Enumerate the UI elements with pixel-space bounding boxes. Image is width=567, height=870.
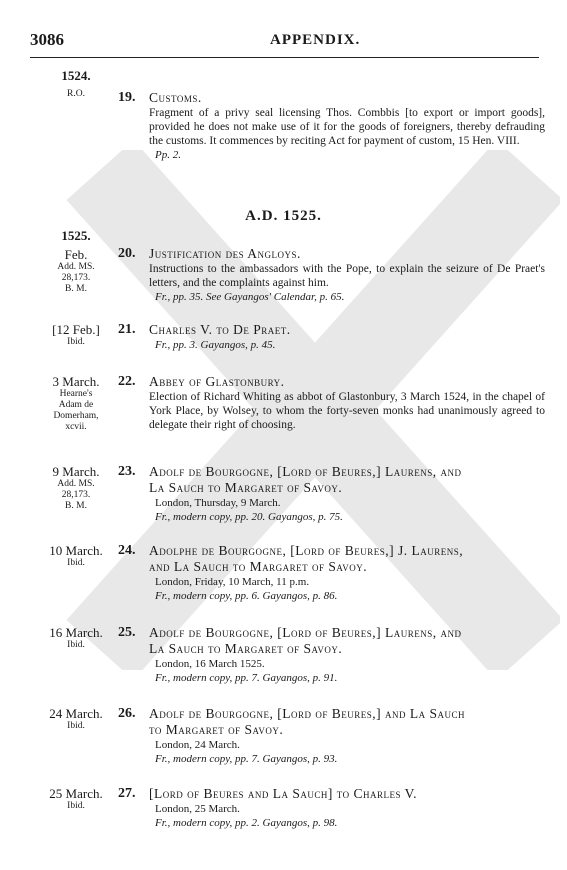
- entry-note: Fr., modern copy, pp. 20. Gayangos, p. 75.: [155, 511, 343, 523]
- entry-ref: B. M.: [65, 284, 87, 294]
- entry-title: to Margaret of Savoy.: [149, 722, 284, 737]
- entry-ref: xcvii.: [65, 422, 87, 432]
- entry-description: Instructions to the ambassadors with the Pope, to explain the seizure of De Praet's letters, and the complaints against him.: [149, 263, 545, 289]
- entry-note: Fr., pp. 35. See Gayangos' Calendar, p. 65.: [155, 291, 345, 303]
- entry-ref: Ibid.: [67, 801, 85, 811]
- entry-place-date: London, 24 March.: [155, 739, 240, 751]
- entry-title: Charles V. to De Praet.: [149, 322, 291, 337]
- entry-ref: Hearne's: [59, 389, 93, 399]
- entry-ref: B. M.: [65, 501, 87, 511]
- entry-title: Adolphe de Bourgogne, [Lord of Beures,] J. Laurens,: [149, 543, 464, 558]
- entry-ref: Ibid.: [67, 640, 85, 650]
- entry-date: 9 March.: [52, 464, 100, 479]
- entry-title: Adolf de Bourgogne, [Lord of Beures,] Laurens, and: [149, 464, 462, 479]
- entry-number: 19.: [118, 90, 136, 105]
- entry-ref: Adam de: [58, 400, 94, 410]
- entry-title: [Lord of Beures and La Sauch] to Charles V.: [149, 786, 417, 801]
- page-number: 3086: [30, 30, 64, 49]
- entry-place-date: London, Thursday, 9 March.: [155, 497, 281, 509]
- entry-title: Adolf de Bourgogne, [Lord of Beures,] Laurens, and: [149, 625, 462, 640]
- header-rule: [30, 57, 539, 58]
- entry-title: La Sauch to Margaret of Savoy.: [149, 641, 343, 656]
- entry-note: Fr., modern copy, pp. 7. Gayangos, p. 93.: [155, 753, 338, 765]
- entry-title: Abbey of Glastonbury.: [149, 374, 285, 389]
- entry-ref: 28,173.: [61, 490, 91, 500]
- entry-place-date: London, 16 March 1525.: [155, 658, 265, 670]
- entry-title: La Sauch to Margaret of Savoy.: [149, 480, 343, 495]
- entry-number: 25.: [118, 625, 136, 640]
- entry-ref: Ibid.: [67, 337, 85, 347]
- entry-date: 1524.: [61, 68, 91, 83]
- entry-note: Fr., pp. 3. Gayangos, p. 45.: [155, 339, 276, 351]
- entry-place-date: London, 25 March.: [155, 803, 240, 815]
- entry-year: 1525.: [61, 228, 91, 243]
- entry-description: Election of Richard Whiting as abbot of Glastonbury, 3 March 1524, in the chapel of York Place, by Wolsey, to whom the forty-seven monks had unanimously agreed to delegate their right of choosing.: [149, 391, 545, 431]
- entry-description: Fragment of a privy seal licensing Thos. Combbis [to export or import goods], provided he does not make use of it for the goods of foreigners, thereby defrauding the customs. It commences by reciting Act for payment of custom, 15 Hen. VIII.: [149, 107, 545, 147]
- entry-date: 10 March.: [49, 543, 103, 558]
- entry-ref: Ibid.: [67, 721, 85, 731]
- running-title: APPENDIX.: [270, 32, 361, 48]
- entry-date: 24 March.: [49, 706, 103, 721]
- entry-number: 22.: [118, 374, 136, 389]
- entry-date: 16 March.: [49, 625, 103, 640]
- entry-place-date: London, Friday, 10 March, 11 p.m.: [155, 576, 310, 588]
- entry-number: 26.: [118, 706, 136, 721]
- entry-note: Fr., modern copy, pp. 2. Gayangos, p. 98.: [155, 817, 338, 829]
- entry-ref: Ibid.: [67, 558, 85, 568]
- entry-date: 25 March.: [49, 786, 103, 801]
- entry-title: Justification des Angloys.: [149, 246, 301, 261]
- entry-ref: 28,173.: [61, 273, 91, 283]
- entry-title: Customs.: [149, 90, 202, 105]
- entry-title: and La Sauch to Margaret of Savoy.: [149, 559, 368, 574]
- entry-note: Fr., modern copy, pp. 6. Gayangos, p. 86.: [155, 590, 338, 602]
- entry-ref: R.O.: [67, 89, 85, 99]
- entry-number: 21.: [118, 322, 136, 337]
- entry-number: 24.: [118, 543, 136, 558]
- entry-number: 27.: [118, 786, 136, 801]
- entry-ref: Add. MS.: [57, 479, 95, 489]
- section-heading: A.D. 1525.: [245, 208, 322, 224]
- entry-ref: Domerham,: [53, 411, 99, 421]
- entry-note: Fr., modern copy, pp. 7. Gayangos, p. 91.: [155, 672, 338, 684]
- entry-note: Pp. 2.: [155, 149, 181, 161]
- entry-margin: [36, 68, 116, 100]
- entry-date: [12 Feb.]: [52, 322, 100, 337]
- entry-ref: Add. MS.: [57, 262, 95, 272]
- entry-date: 3 March.: [52, 374, 100, 389]
- entry-number: 20.: [118, 246, 136, 261]
- entry-date: Feb.: [64, 247, 88, 262]
- entry-number: 23.: [118, 464, 136, 479]
- entry-title: Adolf de Bourgogne, [Lord of Beures,] and La Sauch: [149, 706, 466, 721]
